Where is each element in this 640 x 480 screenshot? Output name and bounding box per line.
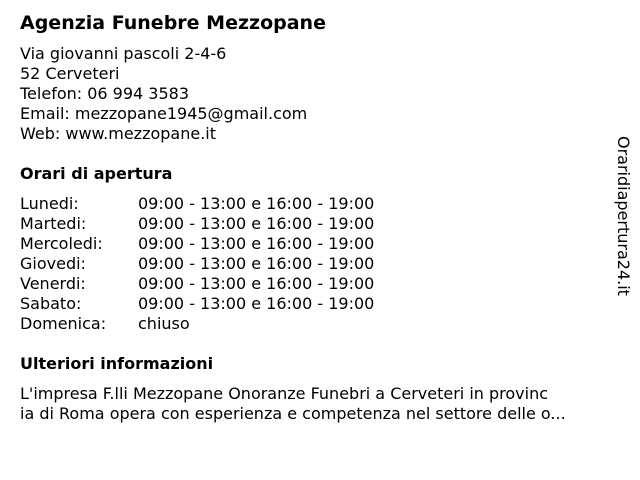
hours-row-saturday <box>20 294 440 314</box>
further-info-heading: Ulteriori informazioni <box>20 354 214 373</box>
day-label: Mercoledi: <box>20 234 103 253</box>
day-hours: chiuso <box>138 314 190 333</box>
day-label: Martedi: <box>20 214 87 233</box>
opening-hours-heading: Orari di apertura <box>20 164 173 183</box>
hours-row-tuesday <box>20 214 440 234</box>
address-line: Via giovanni pascoli 2-4-6 <box>20 44 227 63</box>
day-hours: 09:00 - 13:00 e 16:00 - 19:00 <box>138 274 375 293</box>
phone-line: Telefon: 06 994 3583 <box>20 84 190 103</box>
day-label: Domenica: <box>20 314 107 333</box>
opening-hours-table <box>20 194 440 334</box>
hours-row-thursday <box>20 254 440 274</box>
description-line: ia di Roma opera con esperienza e competenza nel settore delle o... <box>20 404 566 423</box>
hours-row-friday <box>20 274 440 294</box>
business-name: Agenzia Funebre Mezzopane <box>20 12 326 34</box>
site-watermark-text: Oraridiapertura24.it <box>614 136 633 296</box>
day-hours: 09:00 - 13:00 e 16:00 - 19:00 <box>138 254 375 273</box>
hours-row-wednesday <box>20 234 440 254</box>
business-description <box>20 384 566 424</box>
day-label: Venerdi: <box>20 274 86 293</box>
contact-block <box>20 44 307 144</box>
description-line: L'impresa F.lli Mezzopane Onoranze Funebri a Cerveteri in provinc <box>20 384 549 403</box>
day-label: Lunedi: <box>20 194 79 213</box>
city-line: 52 Cerveteri <box>20 64 120 83</box>
day-hours: 09:00 - 13:00 e 16:00 - 19:00 <box>138 194 375 213</box>
hours-row-sunday <box>20 314 440 334</box>
web-line: Web: www.mezzopane.it <box>20 124 216 143</box>
day-label: Giovedi: <box>20 254 86 273</box>
day-hours: 09:00 - 13:00 e 16:00 - 19:00 <box>138 294 375 313</box>
hours-row-monday <box>20 194 440 214</box>
day-label: Sabato: <box>20 294 82 313</box>
day-hours: 09:00 - 13:00 e 16:00 - 19:00 <box>138 234 375 253</box>
day-hours: 09:00 - 13:00 e 16:00 - 19:00 <box>138 214 375 233</box>
email-line: Email: mezzopane1945@gmail.com <box>20 104 308 123</box>
